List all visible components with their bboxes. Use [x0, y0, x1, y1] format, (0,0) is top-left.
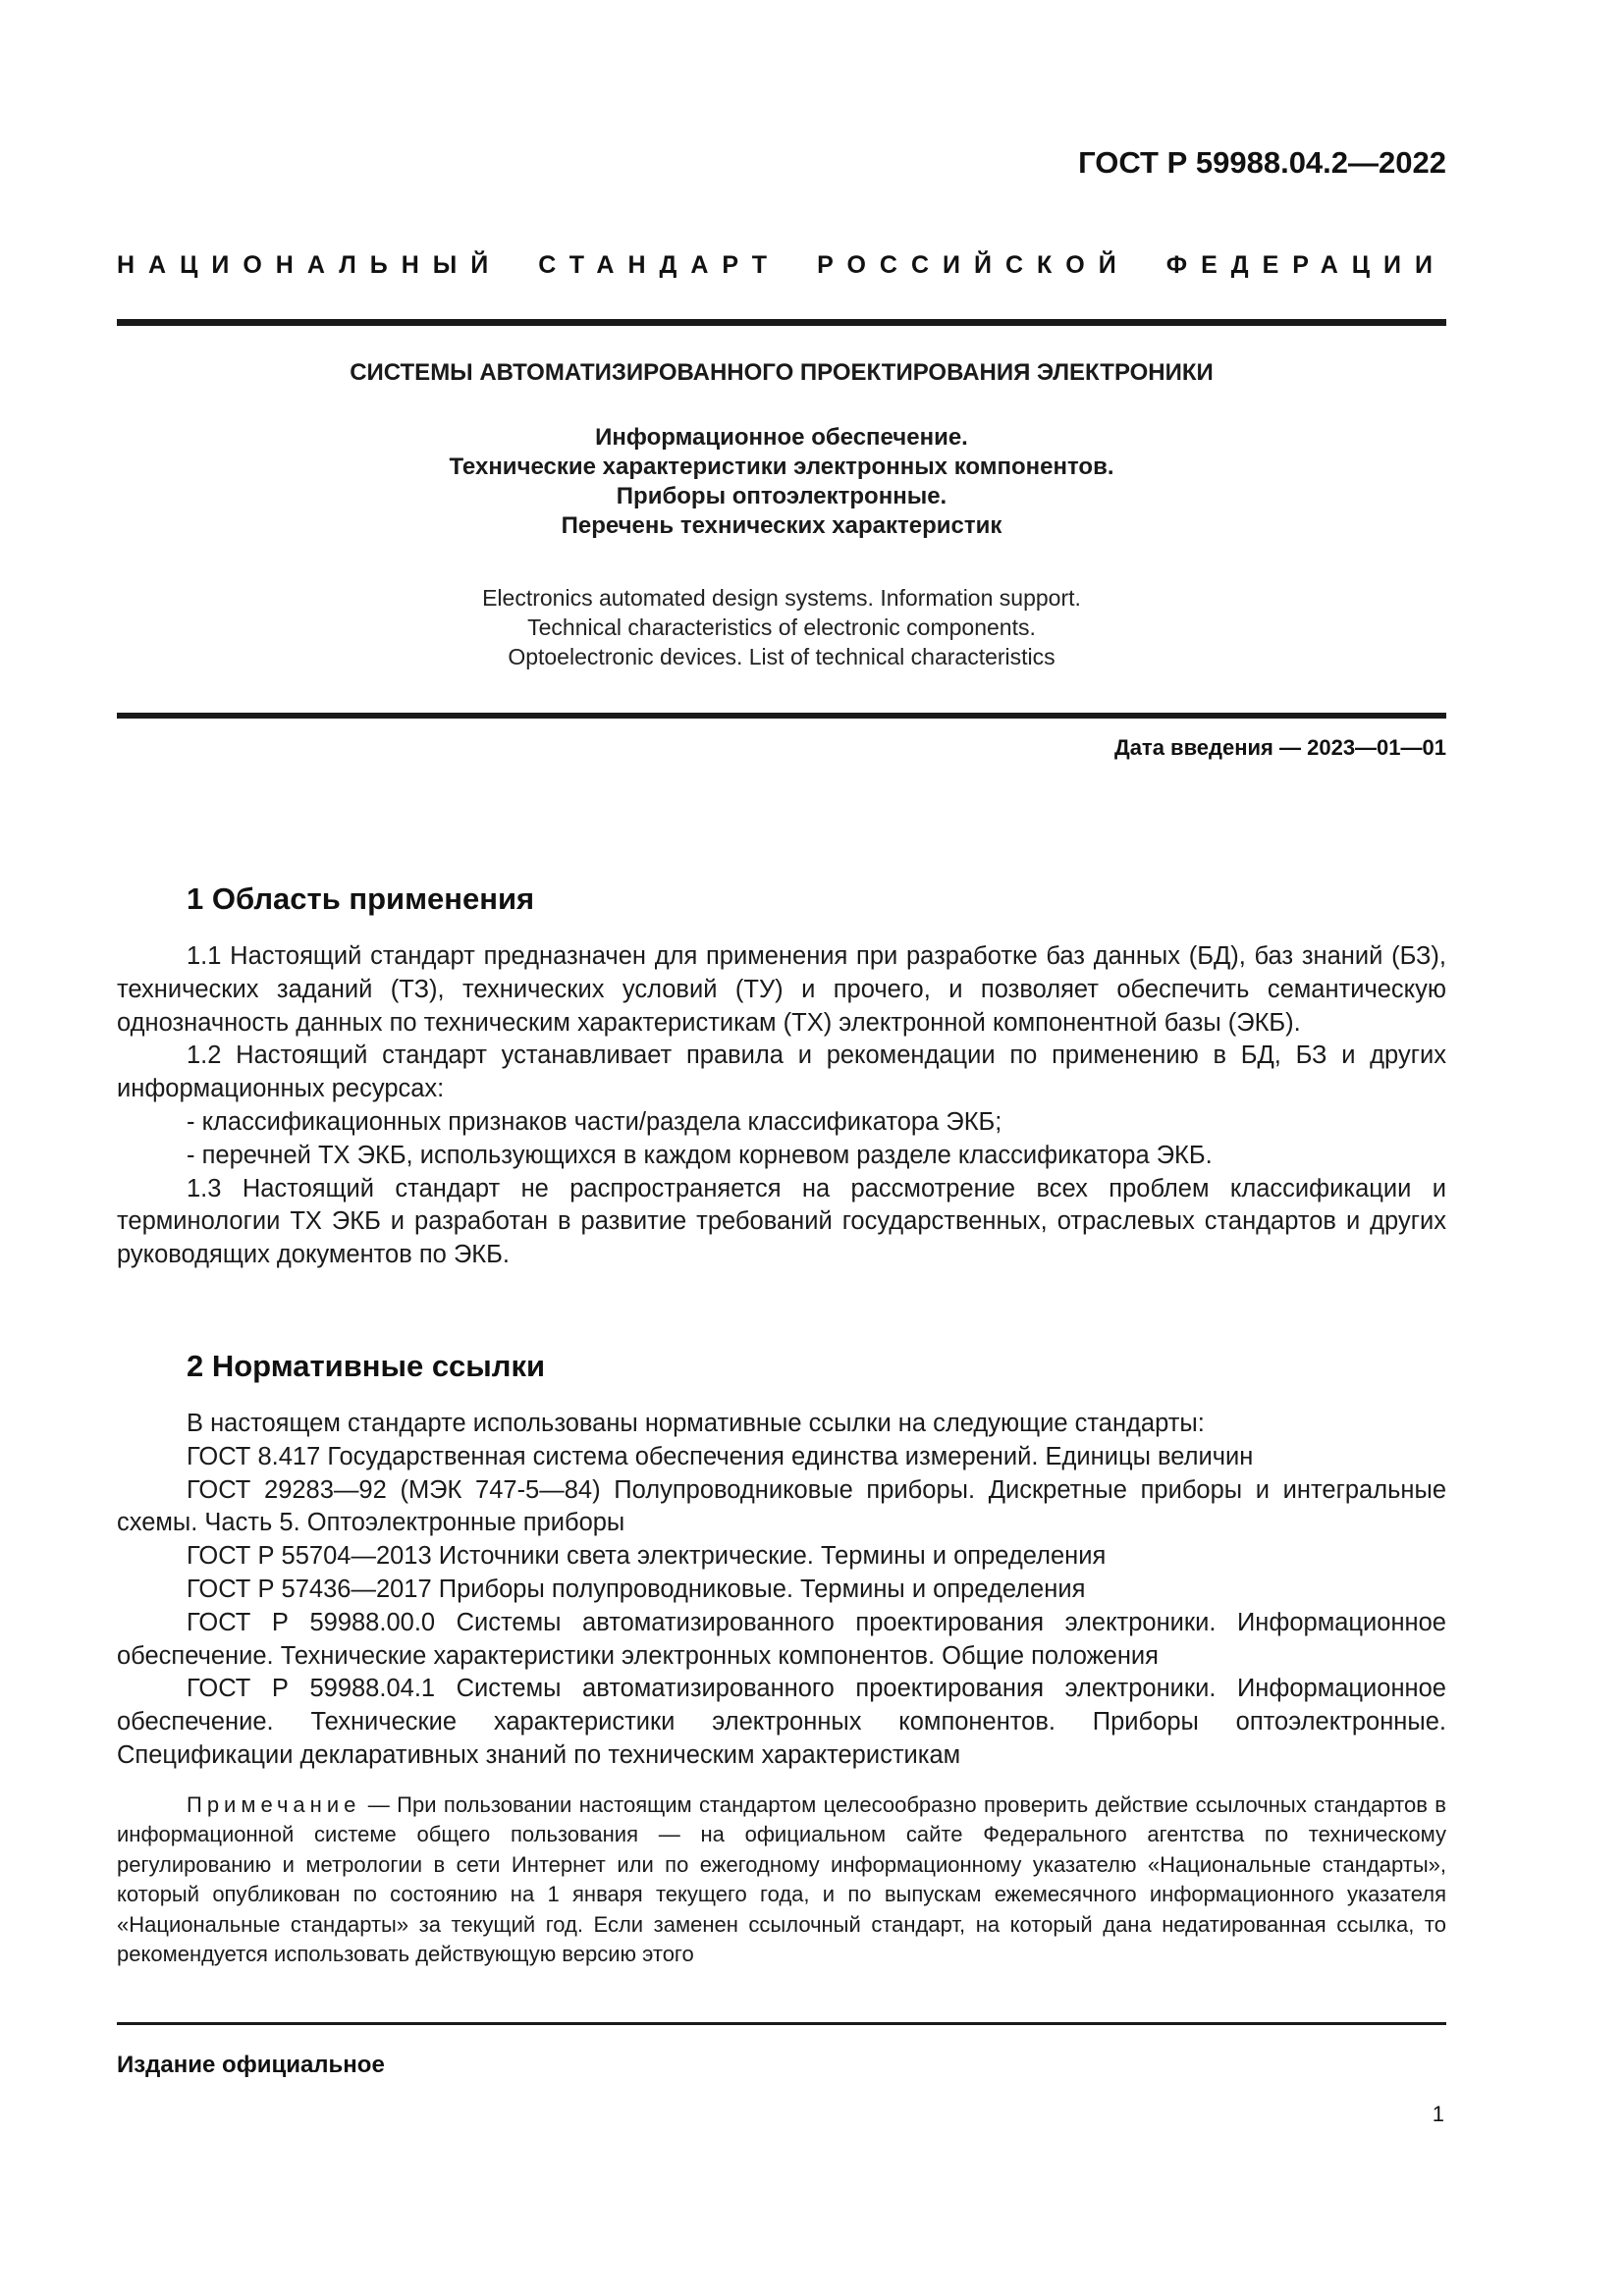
- reference-item: ГОСТ 29283—92 (МЭК 747-5—84) Полупроводниковые приборы. Дискретные приборы и интегральные схемы. Часть 5. Оптоэлектронные приборы: [117, 1475, 1446, 1537]
- top-divider: [117, 319, 1446, 326]
- english-title: [117, 583, 1446, 671]
- subtitle-line: Приборы оптоэлектронные.: [616, 483, 947, 509]
- footer-divider: [117, 2022, 1446, 2025]
- paragraph: 1.2 Настоящий стандарт устанавливает правила и рекомендации по применению в БД, БЗ и других информационных ресурсах:: [117, 1041, 1446, 1103]
- official-edition-label: Издание официальное: [117, 2052, 385, 2078]
- reference-item: ГОСТ Р 55704—2013 Источники света электрические. Термины и определения: [187, 1542, 1107, 1571]
- reference-item: ГОСТ Р 59988.00.0 Системы автоматизированного проектирования электроники. Информационное обеспечение. Технические характеристики электронных компонентов. Общие положения: [117, 1608, 1446, 1670]
- paragraph: В настоящем стандарте использованы нормативные ссылки на следующие стандарты:: [187, 1410, 1205, 1437]
- reference-item: ГОСТ Р 57436—2017 Приборы полупроводниковые. Термины и определения: [187, 1575, 1086, 1603]
- subtitle-line: Перечень технических характеристик: [561, 512, 1002, 539]
- title-divider: [117, 713, 1446, 719]
- list-item: - классификационных признаков части/раздела классификатора ЭКБ;: [187, 1107, 1002, 1136]
- list-item: - перечней ТХ ЭКБ, использующихся в каждом корневом разделе классификатора ЭКБ.: [187, 1141, 1213, 1169]
- note: [117, 1790, 1446, 1969]
- note-text: — При пользовании настоящим стандартом целесообразно проверить действие ссылочных стандартов в информационной системе общего пользования — на официальном сайте Федерального агентства по техническому регулированию и метрологии в сети Интернет или по ежегодному информационному указателю «Национальные стандарты», который опубликован по состоянию на 1 января текущего года, и по выпускам ежемесячного информационного указателя «Национальные стандарты» за текущий год. Если заменен ссылочный стандарт, на который дана недатированная ссылка, то рекомендуется использовать действующую версию этого: [117, 1792, 1446, 1967]
- note-label: Примечание: [187, 1792, 361, 1817]
- page-number: 1: [1432, 2102, 1444, 2126]
- subtitle: [117, 423, 1446, 541]
- english-title-line: Optoelectronic devices. List of technical characteristics: [508, 644, 1056, 669]
- reference-item: ГОСТ 8.417 Государственная система обеспечения единства измерений. Единицы величин: [187, 1442, 1254, 1470]
- paragraph: 1.3 Настоящий стандарт не распространяется на рассмотрение всех проблем классификации и терминологии ТХ ЭКБ и разработан в развитие требований государственных, отраслевых стандартов и других руководящих документов по ЭКБ.: [117, 1174, 1446, 1269]
- subtitle-line: Информационное обеспечение.: [595, 424, 968, 451]
- paragraph: 1.1 Настоящий стандарт предназначен для применения при разработке баз данных (БД), баз знаний (БЗ), технических заданий (ТЗ), технических условий (ТУ) и прочего, и позволяет обеспечить семантическую однозначность данных по техническим характеристикам (ТХ) электронной компонентной базы (ЭКБ).: [117, 942, 1446, 1037]
- section-scope-body: [117, 940, 1446, 1272]
- english-title-line: Electronics automated design systems. Information support.: [482, 585, 1081, 611]
- section-heading-references: 2 Нормативные ссылки: [187, 1349, 546, 1383]
- national-standard-banner: НАЦИОНАЛЬНЫЙ СТАНДАРТ РОССИЙСКОЙ ФЕДЕРАЦИИ: [117, 251, 1446, 279]
- reference-item: ГОСТ Р 59988.04.1 Системы автоматизированного проектирования электроники. Информационное обеспечение. Технические характеристики электронных компонентов. Приборы оптоэлектронные. Спецификации декларативных знаний по техническим характеристикам: [117, 1675, 1446, 1769]
- section-references-body: [117, 1408, 1446, 1773]
- section-heading-scope: 1 Область применения: [187, 881, 535, 916]
- document-number: ГОСТ Р 59988.04.2—2022: [1078, 145, 1446, 180]
- introduction-date: Дата введения — 2023—01—01: [1114, 735, 1446, 760]
- subtitle-line: Технические характеристики электронных компонентов.: [449, 454, 1114, 480]
- english-title-line: Technical characteristics of electronic components.: [527, 614, 1036, 640]
- main-title: СИСТЕМЫ АВТОМАТИЗИРОВАННОГО ПРОЕКТИРОВАНИЯ ЭЛЕКТРОНИКИ: [350, 359, 1214, 386]
